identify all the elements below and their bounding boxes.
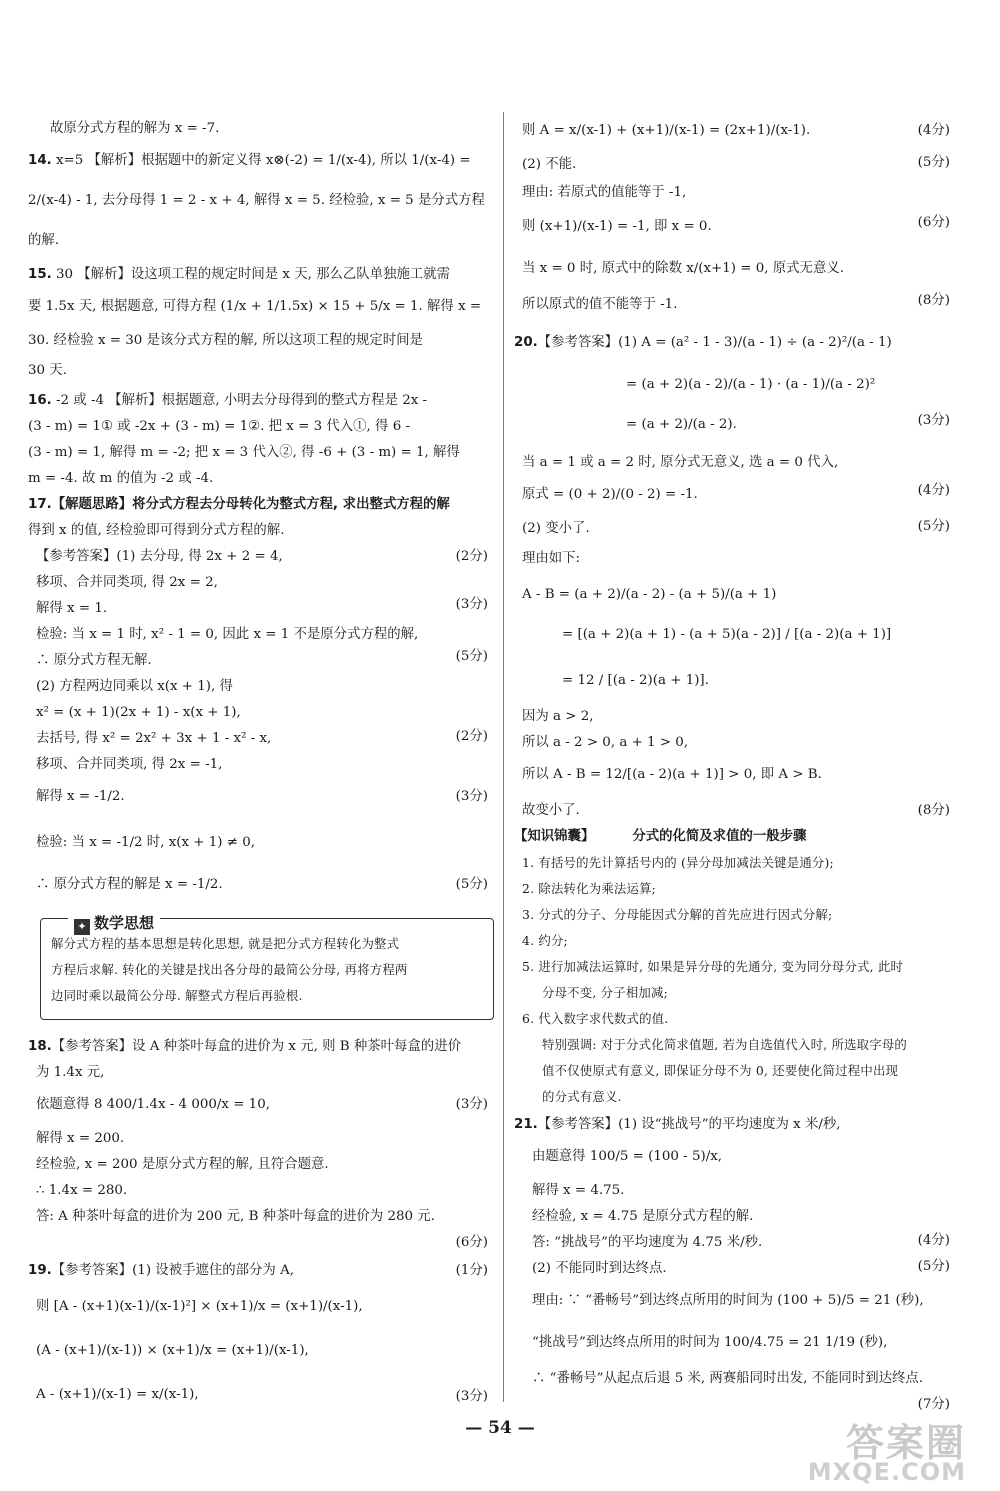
text-line: 移项、合并同类项, 得 2x = 2, (36, 575, 218, 590)
text-line: 得到 x 的值, 经检验即可得到分式方程的解. (28, 523, 285, 538)
text-line: 2/(x-4) - 1, 去分母得 1 = 2 - x + 4, 解得 x = 5. 经检验, x = 5 是分式方程 (28, 193, 485, 208)
question-number: 17. (28, 497, 52, 512)
text-line: (2) 变小了. (522, 521, 590, 536)
score: (4分) (917, 483, 950, 498)
text-line: 答: “挑战号”的平均速度为 4.75 米/秒. (532, 1235, 763, 1250)
text-line: 原式 = (0 + 2)/(0 - 2) = -1. (522, 487, 698, 502)
text-line: 要 1.5x 天, 根据题意, 可得方程 (1/x + 1/1.5x) × 15 + 5/x = 1. 解得 x = (28, 299, 482, 314)
text-line: 所以原式的值不能等于 -1. (522, 297, 678, 312)
tips-heading: 分式的化简及求值的一般步骤 (632, 829, 807, 844)
text-line: x=5 【解析】根据题中的新定义得 x⊗(-2) = 1/(x-4), 所以 1/(x-4) = (51, 153, 471, 168)
text-line: = (a + 2)(a - 2)/(a - 1) · (a - 1)/(a - 2)² (626, 377, 876, 392)
question-16 (28, 392, 488, 410)
tip-line: 6. 代入数字求代数式的值. (522, 1011, 669, 1026)
score: (8分) (917, 293, 950, 308)
text-line: 【解题思路】将分式方程去分母转化为整式方程, 求出整式方程的解 (51, 497, 450, 512)
text-line: (3 - m) = 1, 解得 m = -2; 把 x = 3 代入②, 得 -6 + (3 - m) = 1, 解得 (28, 445, 460, 460)
text-line: 故原分式方程的解为 x = -7. (50, 121, 220, 136)
text-line: 解得 x = -1/2. (36, 789, 125, 804)
tip-line: 5. 进行加减法运算时, 如果是异分母的先通分, 变为同分母分式, 此时 (522, 959, 904, 974)
tip-line: 4. 约分; (522, 933, 568, 948)
score: (3分) (455, 1097, 488, 1112)
question-20 (514, 334, 950, 352)
text-line: 移项、合并同类项, 得 2x = -1, (36, 757, 223, 772)
tip-line: 1. 有括号的先计算括号内的 (异分母加减法关键是通分); (522, 855, 834, 870)
text-line: = (a + 2)/(a - 2). (626, 417, 737, 432)
text-line: 故变小了. (522, 803, 580, 818)
text-line: 依题意得 8 400/1.4x - 4 000/x = 10, (36, 1097, 270, 1112)
text-line: 30 【解析】设这项工程的规定时间是 x 天, 那么乙队单独施工就需 (51, 267, 451, 282)
text-line: 解得 x = 4.75. (532, 1183, 625, 1198)
lightbulb-icon: ✦ (74, 919, 90, 935)
question-17 (28, 496, 488, 514)
text-line: A - (x+1)/(x-1) = x/(x-1), (36, 1387, 199, 1402)
question-19 (28, 1262, 488, 1280)
text-line: 理由如下: (522, 551, 581, 566)
text-line: = [(a + 2)(a + 1) - (a + 5)(a - 2)] / [(a - 2)(a + 1)] (562, 627, 892, 642)
question-14 (28, 152, 488, 170)
score: (3分) (455, 597, 488, 612)
text-line: (A - (x+1)/(x-1)) × (x+1)/x = (x+1)/(x-1), (36, 1343, 309, 1358)
score: (6分) (455, 1235, 488, 1250)
text-line: 30 天. (28, 363, 67, 378)
text-line: 解得 x = 1. (36, 601, 108, 616)
tip-line: 分母不变, 分子相加减; (542, 985, 668, 1000)
text-line: 理由: ∵ “番畅号”到达终点所用的时间为 (100 + 5)/5 = 21 (秒), (532, 1293, 924, 1308)
page-number: — 54 — (465, 1418, 535, 1438)
score: (3分) (455, 1389, 488, 1404)
score: (5分) (455, 649, 488, 664)
text-line: 的解. (28, 233, 60, 248)
text-line: 答: A 种茶叶每盒的进价为 200 元, B 种茶叶每盒的进价为 280 元. (36, 1209, 435, 1224)
text-line: -2 或 -4 【解析】根据题意, 小明去分母得到的整式方程是 2x - (51, 393, 428, 408)
score: (6分) (917, 215, 950, 230)
text-line: (2) 方程两边同乘以 x(x + 1), 得 (36, 679, 233, 694)
tips-header (514, 828, 950, 846)
text-line: (2) 不能同时到达终点. (532, 1261, 667, 1276)
score: (3分) (917, 413, 950, 428)
question-number: 16. (28, 393, 52, 408)
text-line: ∴ 原分式方程无解. (36, 653, 152, 668)
question-15 (28, 266, 488, 284)
score: (5分) (455, 877, 488, 892)
text-line: 为 1.4x 元, (36, 1065, 105, 1080)
text-line: 【参考答案】(1) 设“挑战号”的平均速度为 x 米/秒, (537, 1117, 841, 1132)
score: (2分) (455, 729, 488, 744)
box-line: 边同时乘以最简公分母. 解整式方程后再验根. (51, 988, 303, 1003)
text-line: 所以 A - B = 12/[(a - 2)(a + 1)] > 0, 即 A > B. (522, 767, 822, 782)
text-line: 解得 x = 200. (36, 1131, 125, 1146)
text-line: ∴ “番畅号”从起点后退 5 米, 两赛船同时出发, 不能同时到达终点. (532, 1371, 924, 1386)
text-line: m = -4. 故 m 的值为 -2 或 -4. (28, 471, 214, 486)
text-line: 当 a = 1 或 a = 2 时, 原分式无意义, 选 a = 0 代入, (522, 455, 839, 470)
text-line: 当 x = 0 时, 原式中的除数 x/(x+1) = 0, 原式无意义. (522, 261, 844, 276)
question-number: 21. (514, 1117, 538, 1132)
text-line: (3 - m) = 1① 或 -2x + (3 - m) = 1②. 把 x = 3 代入①, 得 6 - (28, 419, 411, 434)
text-line: 由题意得 100/5 = (100 - 5)/x, (532, 1149, 723, 1164)
watermark-logo: 答案圈 (845, 1421, 966, 1465)
score: (3分) (455, 789, 488, 804)
box-line: 解分式方程的基本思想是转化思想, 就是把分式方程转化为整式 (51, 936, 400, 951)
text-line: 【参考答案】(1) 去分母, 得 2x + 2 = 4, (36, 549, 283, 564)
text-line: 检验: 当 x = 1 时, x² - 1 = 0, 因此 x = 1 不是原分式方程的解, (36, 627, 419, 642)
text-line: 则 [A - (x+1)(x-1)/(x-1)²] × (x+1)/x = (x+1)/(x-1), (36, 1299, 363, 1314)
text-line: 因为 a > 2, (522, 709, 594, 724)
text-line: 经检验, x = 4.75 是原分式方程的解. (532, 1209, 754, 1224)
tip-line: 2. 除法转化为乘法运算; (522, 881, 657, 896)
text-line: (2) 不能. (522, 157, 577, 172)
score: (5分) (917, 1259, 950, 1274)
tip-line: 值不仅使原式有意义, 即保证分母不为 0, 还要使化简过程中出现 (542, 1063, 899, 1078)
question-number: 15. (28, 267, 52, 282)
score: (7分) (917, 1397, 950, 1412)
text-line: 所以 a - 2 > 0, a + 1 > 0, (522, 735, 689, 750)
text-line: “挑战号”到达终点所用的时间为 100/4.75 = 21 1/19 (秒), (532, 1335, 888, 1350)
score: (1分) (455, 1263, 488, 1278)
box-line: 方程后求解. 转化的关键是找出各分母的最简公分母, 再将方程两 (51, 962, 408, 977)
score: (8分) (917, 803, 950, 818)
score: (2分) (455, 549, 488, 564)
question-18 (28, 1038, 488, 1056)
text-line: 则 A = x/(x-1) + (x+1)/(x-1) = (2x+1)/(x-1). (522, 123, 811, 138)
text-line: 去括号, 得 x² = 2x² + 3x + 1 - x² - x, (36, 731, 272, 746)
question-number: 19. (28, 1263, 52, 1278)
text-line: 则 (x+1)/(x-1) = -1, 即 x = 0. (522, 219, 712, 234)
tip-line: 的分式有意义. (542, 1089, 622, 1104)
text-line: 【参考答案】(1) 设被手遮住的部分为 A, (51, 1263, 295, 1278)
text-line: 理由: 若原式的值能等于 -1, (522, 185, 687, 200)
text-line: 【参考答案】(1) A = (a² - 1 - 3)/(a - 1) ÷ (a - 2)²/(a - 1) (537, 335, 892, 350)
question-number: 18. (28, 1039, 52, 1054)
score: (4分) (917, 123, 950, 138)
text-line: A - B = (a + 2)/(a - 2) - (a + 5)/(a + 1) (522, 587, 777, 602)
question-number: 20. (514, 335, 538, 350)
math-thinking-title (68, 912, 160, 935)
text-line: x² = (x + 1)(2x + 1) - x(x + 1), (36, 705, 241, 720)
question-number: 14. (28, 153, 52, 168)
text-line: = 12 / [(a - 2)(a + 1)]. (562, 673, 709, 688)
tip-line: 特别强调: 对于分式化简求值题, 若为自选值代入时, 所选取字母的 (542, 1037, 908, 1052)
text-line: ∴ 1.4x = 280. (36, 1183, 128, 1198)
text-line: 30. 经检验 x = 30 是该分式方程的解, 所以这项工程的规定时间是 (28, 333, 423, 348)
score: (5分) (917, 519, 950, 534)
text-line: 【参考答案】设 A 种茶叶每盒的进价为 x 元, 则 B 种茶叶每盒的进价 (51, 1039, 462, 1054)
watermark-site: MXQE.COM (807, 1458, 966, 1486)
text-line: ∴ 原分式方程的解是 x = -1/2. (36, 877, 223, 892)
question-21 (514, 1116, 950, 1134)
text-line: 检验: 当 x = -1/2 时, x(x + 1) ≠ 0, (36, 835, 256, 850)
score: (4分) (917, 1233, 950, 1248)
column-divider (503, 112, 504, 1402)
tips-title: 【知识锦囊】 (514, 829, 595, 844)
box-title-text: 数学思想 (94, 914, 155, 932)
tip-line: 3. 分式的分子、分母能因式分解的首先应进行因式分解; (522, 907, 833, 922)
score: (5分) (917, 155, 950, 170)
text-line: 经检验, x = 200 是原分式方程的解, 且符合题意. (36, 1157, 329, 1172)
